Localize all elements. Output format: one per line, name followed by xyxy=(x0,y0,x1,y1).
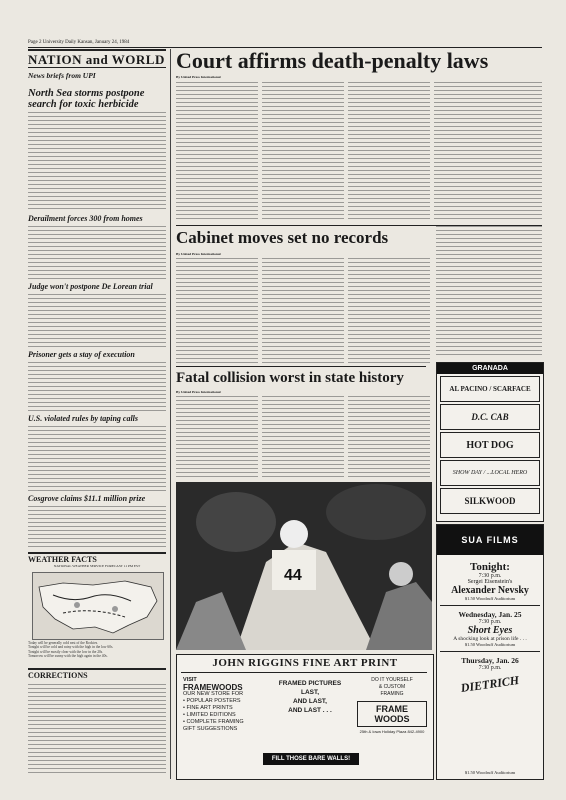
headline-north-sea: North Sea storms postpone search for toxic herbicide xyxy=(28,88,145,110)
death-col-2 xyxy=(262,82,344,222)
riggins-right-line: FRAMING xyxy=(380,691,404,697)
riggins-cta: FILL THOSE BARE WALLS! xyxy=(263,753,359,765)
riggins-item: • FINE ART PRINTS xyxy=(183,705,233,711)
framewoods-logo: FRAME WOODS xyxy=(357,701,427,727)
thu-time: 7:30 p.m. xyxy=(478,665,502,671)
riggins-store: FRAMEWOODS xyxy=(183,683,243,692)
folio: Page 2 University Daily Kansan, January 24, 1984 xyxy=(28,40,130,45)
riggins-mid-line: AND LAST . . . xyxy=(288,707,332,714)
headline-cabinet: Cabinet moves set no records xyxy=(176,228,389,247)
movie-scarface: AL PACINO / SCARFACE xyxy=(440,376,540,402)
forecast-line: Today will be generally cold east of the Rockies. xyxy=(28,641,99,645)
article-north-sea xyxy=(28,112,166,212)
granada-title: GRANADA xyxy=(437,363,543,374)
riggins-ad xyxy=(176,654,434,780)
death-col-1 xyxy=(176,82,258,222)
section-title: NATION and WORLD xyxy=(28,52,165,67)
cabinet-col-2 xyxy=(262,258,344,364)
riggins-visit: VISIT xyxy=(183,677,197,683)
corrections-section xyxy=(28,668,166,680)
byline-cabinet: By United Press International xyxy=(176,252,221,256)
weather-map xyxy=(32,572,164,640)
corrections-title: CORRECTIONS xyxy=(28,671,88,680)
headline-fatal: Fatal collision worst in state history xyxy=(176,370,404,386)
column-divider xyxy=(170,49,171,779)
death-col-continued xyxy=(436,226,542,358)
forecast-line: Tonight will be cold and rainy with the high in the low 60s. xyxy=(28,645,114,650)
weather-caption: NATIONAL WEATHER SERVICE FORECAST 11 PM EST xyxy=(53,564,141,568)
headline-taping: U.S. violated rules by taping calls xyxy=(28,414,138,423)
corrections-text xyxy=(28,684,166,776)
thu-price: $1.50 Woodruff Auditorium xyxy=(464,770,516,775)
headline-prisoner: Prisoner gets a stay of execution xyxy=(28,350,135,359)
headline-death-penalty: Court affirms death-penalty laws xyxy=(176,48,489,73)
weather-forecast xyxy=(28,641,166,658)
cabinet-col-1 xyxy=(176,258,258,364)
tonight-price: $1.50 Woodruff Auditorium xyxy=(464,596,516,601)
riggins-middle xyxy=(269,679,351,715)
riggins-item: • POPULAR POSTERS xyxy=(183,698,241,704)
article-taping xyxy=(28,426,166,492)
sua-films-ad xyxy=(436,524,544,780)
riggins-item: • COMPLETE FRAMING xyxy=(183,719,244,725)
thu-film: DIETRICH xyxy=(459,672,520,696)
headline-cosgrove: Cosgrove claims $11.1 million prize xyxy=(28,494,146,503)
wed-film: Short Eyes xyxy=(467,625,513,636)
forecast-line: Tomorrow will be sunny with the high again in the 40s. xyxy=(28,653,108,658)
nation-world-section xyxy=(28,49,166,80)
fatal-col-3 xyxy=(348,396,430,478)
rule-below-cabinet xyxy=(176,366,426,367)
section-subtitle: News briefs from UPI xyxy=(28,71,96,80)
tonight-label: Tonight: xyxy=(470,561,510,573)
wed-price: $1.50 Woodruff Auditorium xyxy=(464,642,516,647)
tonight-time: 7:30 p.m. xyxy=(478,573,502,579)
death-col-3 xyxy=(348,82,430,222)
riggins-right-line: DO IT YOURSELF xyxy=(371,677,413,683)
granada-ad xyxy=(436,362,544,522)
wed-desc: A shocking look at prison life . . . xyxy=(453,636,527,642)
tonight-film: Alexander Nevsky xyxy=(451,585,529,596)
sua-films-logo: SUA FILMS xyxy=(437,525,543,555)
thu-label: Thursday, Jan. 26 xyxy=(461,656,519,665)
byline-fatal: By United Press International xyxy=(176,390,221,394)
article-prisoner xyxy=(28,362,166,412)
movie-dc-cab: D.C. CAB xyxy=(440,404,540,430)
riggins-right xyxy=(357,677,427,734)
fatal-col-2 xyxy=(262,396,344,478)
forecast-line: Tonight will be mostly clear with the low in the 20s. xyxy=(28,649,104,654)
wed-time: 7:30 p.m. xyxy=(478,619,502,625)
movie-silkwood: SILKWOOD xyxy=(440,488,540,514)
football-photo xyxy=(176,482,432,650)
riggins-left xyxy=(183,677,263,733)
article-derailment xyxy=(28,226,166,280)
article-cosgrove xyxy=(28,506,166,548)
byline-death: By United Press International xyxy=(176,75,221,79)
cabinet-col-3 xyxy=(348,258,430,364)
svg-text:44: 44 xyxy=(284,567,302,584)
headline-derailment: Derailment forces 300 from homes xyxy=(28,214,143,223)
death-col-4 xyxy=(434,82,542,222)
movie-local-hero: SHOW DAY / ...LOCAL HERO xyxy=(440,460,540,486)
weather-facts xyxy=(28,552,166,662)
riggins-right-line: & CUSTOM xyxy=(378,684,406,690)
riggins-item: OUR NEW STORE FOR xyxy=(183,691,244,697)
framewoods-address: 25th & Iowa Holiday Plaza 842-4900 xyxy=(359,729,425,734)
riggins-mid-line: AND LAST, xyxy=(293,698,327,705)
headline-delorean: Judge won't postpone De Lorean trial xyxy=(28,282,153,291)
riggins-title: JOHN RIGGINS FINE ART PRINT xyxy=(212,657,398,669)
fatal-col-1 xyxy=(176,396,258,478)
riggins-item: • LIMITED EDITIONS xyxy=(183,712,236,718)
wed-label: Wednesday, Jan. 25 xyxy=(458,610,522,619)
tonight-presenter: Sergei Eisenstein's xyxy=(467,579,513,585)
article-delorean xyxy=(28,294,166,348)
riggins-mid-line: FRAMED PICTURES LAST, xyxy=(278,680,342,696)
weather-title: WEATHER FACTS xyxy=(28,555,97,564)
riggins-item: GIFT SUGGESTIONS xyxy=(183,726,238,732)
movie-hot-dog: HOT DOG xyxy=(440,432,540,458)
